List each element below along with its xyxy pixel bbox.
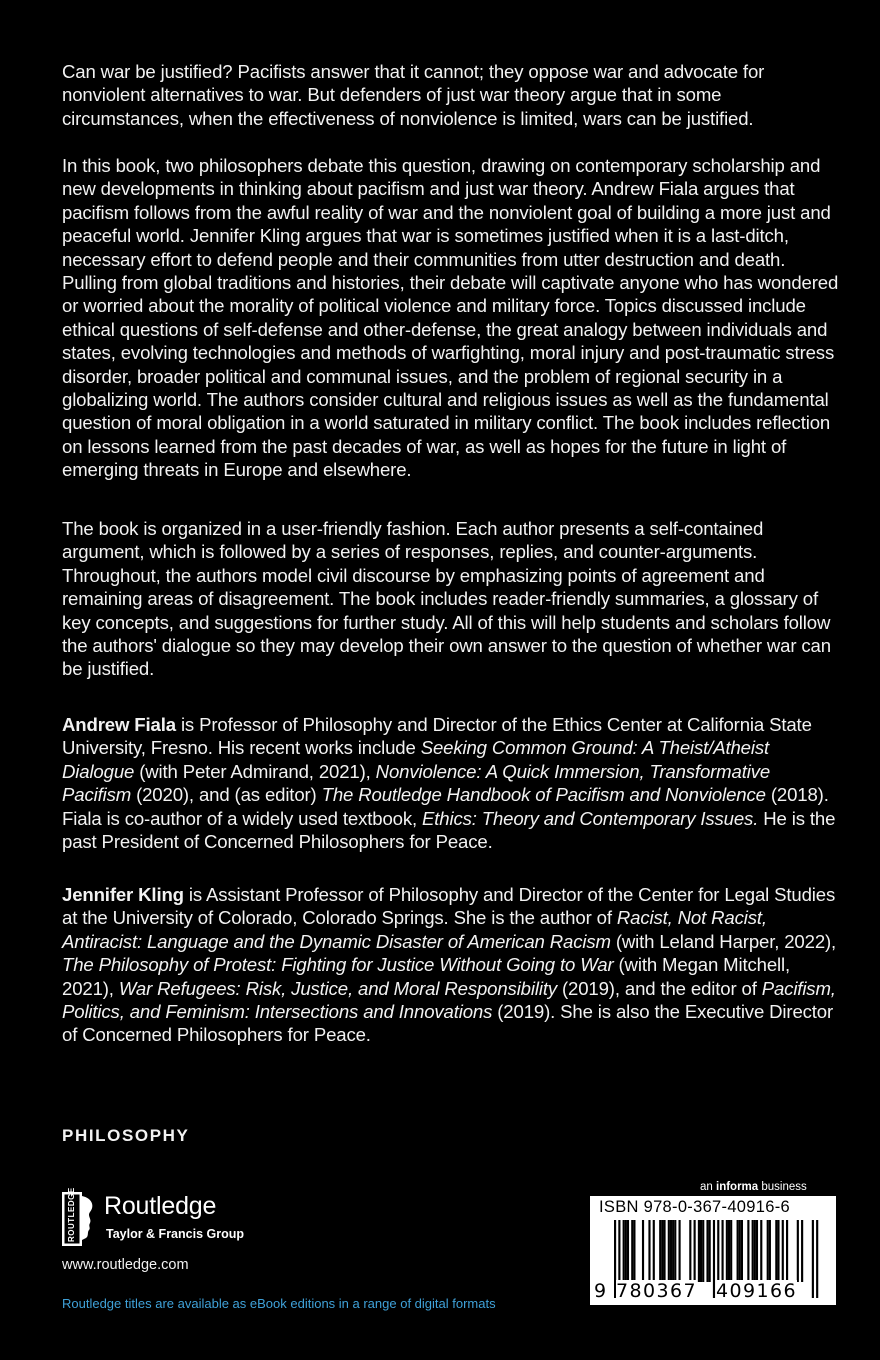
- informa-prefix: an: [700, 1181, 716, 1193]
- barcode-bar: [786, 1220, 788, 1282]
- barcode-bar: [661, 1220, 663, 1282]
- book-title: Pacifism, Politics, and Feminism: Intersections and Innovations: [62, 977, 836, 1023]
- book-title: The Routledge Handbook of Pacifism and Nonviolence: [321, 784, 766, 806]
- subject-category: PHILOSOPHY: [62, 1126, 190, 1145]
- barcode-bar: [653, 1220, 655, 1282]
- publisher-website: www.routledge.com: [62, 1257, 189, 1273]
- barcode-bar: [672, 1220, 674, 1282]
- informa-bold: informa: [716, 1181, 759, 1193]
- bio-text: (2018). Fiala is co-author of a widely used textbook,: [62, 784, 829, 829]
- bio-text: is Assistant Professor of Philosophy and Director of the Center for Legal Studies at the University of Colorado, Colorado Springs. She is the author of: [62, 884, 836, 929]
- bio-text: (2019), and the editor of: [556, 977, 762, 999]
- barcode-bar: [739, 1220, 741, 1282]
- bio-text: (with Leland Harper, 2022),: [610, 930, 837, 952]
- barcode-digits-left: 780367: [616, 1280, 697, 1302]
- author-bio-fiala: [62, 713, 840, 853]
- barcode-bar: [754, 1220, 756, 1282]
- barcode-bar: [812, 1220, 814, 1298]
- book-title: Nonviolence: A Quick Immersion, Transformative Pacifism: [62, 760, 771, 806]
- barcode-bar: [797, 1220, 799, 1282]
- barcode-bar: [756, 1220, 758, 1282]
- publisher-name: Routledge: [104, 1192, 217, 1220]
- barcode-bar: [760, 1220, 762, 1282]
- isbn-barcode: [590, 1196, 836, 1305]
- author-name: Andrew Fiala: [62, 714, 176, 735]
- barcode-bar: [777, 1220, 779, 1282]
- barcode-bar: [706, 1220, 708, 1282]
- author-bio-kling: [62, 883, 840, 1047]
- book-title: Seeking Common Ground: A Theist/Atheist Dialogue: [62, 737, 769, 782]
- publisher-group: Taylor & Francis Group: [106, 1227, 244, 1241]
- barcode-digits-right: 409166: [716, 1280, 797, 1302]
- barcode-digit-first: 9: [594, 1280, 608, 1302]
- barcode-bar: [775, 1220, 777, 1282]
- informa-business-tag: [700, 1181, 807, 1193]
- barcode-bar: [642, 1220, 644, 1282]
- blurb-paragraph-1: Can war be justified? Pacifists answer that it cannot; they oppose war and advocate for nonviolent alternatives to war. But defenders of just war theory argue that in some circumstances, when the effectiveness of nonviolence is limited, wars can be justified.: [62, 61, 765, 129]
- isbn-number: ISBN 978-0-367-40916-6: [599, 1198, 790, 1216]
- barcode-bar: [689, 1220, 691, 1282]
- ebook-note: Routledge titles are available as eBook editions in a range of digital formats: [62, 1296, 496, 1311]
- barcode-bar: [713, 1220, 715, 1298]
- barcode-bar: [816, 1220, 818, 1298]
- book-title: Ethics: Theory and Contemporary Issues.: [422, 807, 759, 829]
- barcode-bar: [801, 1220, 803, 1282]
- routledge-logo: [62, 1187, 262, 1250]
- barcode-bar: [728, 1220, 730, 1282]
- barcode-bar: [627, 1220, 629, 1282]
- barcode-bar: [702, 1220, 704, 1282]
- book-title: Racist, Not Racist, Antiracist: Language and the Dynamic Disaster of American Racism: [62, 907, 767, 952]
- barcode-bar: [625, 1220, 627, 1282]
- bio-text: (2019). She is also the Executive Director of Concerned Philosophers for Peace.: [62, 1001, 834, 1046]
- barcode-bar: [679, 1220, 681, 1282]
- barcode-bar: [726, 1220, 728, 1282]
- barcode-bar: [737, 1220, 739, 1282]
- barcode-bar: [674, 1220, 676, 1282]
- informa-suffix: business: [758, 1181, 807, 1193]
- barcode-bar: [769, 1220, 771, 1282]
- barcode-bar: [767, 1220, 769, 1282]
- barcode-bar: [623, 1220, 625, 1282]
- book-title: The Philosophy of Protest: Fighting for Justice Without Going to War: [62, 954, 614, 976]
- barcode-bar: [782, 1220, 784, 1282]
- book-title: War Refugees: Risk, Justice, and Moral Responsibility: [118, 977, 557, 999]
- barcode-bar: [663, 1220, 665, 1282]
- barcode-bar: [631, 1220, 633, 1282]
- barcode-bar: [633, 1220, 635, 1282]
- barcode-bar: [648, 1220, 650, 1282]
- barcode-bar: [730, 1220, 732, 1282]
- bio-text: (with Peter Admirand, 2021),: [134, 760, 376, 782]
- bio-text: (with Megan Mitchell, 2021),: [62, 954, 791, 999]
- bio-text: He is the past President of Concerned Philosophers for Peace.: [62, 807, 836, 853]
- barcode-bar: [700, 1220, 702, 1282]
- barcode-bar: [670, 1220, 672, 1282]
- barcode-bar: [694, 1220, 696, 1282]
- barcode-bar: [741, 1220, 743, 1282]
- routledge-vertical-mark: ROUTLEDGE: [67, 1187, 76, 1242]
- barcode-bar: [752, 1220, 754, 1282]
- barcode-bar: [709, 1220, 711, 1282]
- barcode-bar: [668, 1220, 670, 1282]
- blurb-paragraph-2: In this book, two philosophers debate this question, drawing on contemporary scholarship and new developments in thinking about pacifism and just war theory. Andrew Fiala argues that pacifism follows from the awful reality of war and the nonviolent goal of building a more just and peaceful world. Jennifer Kling argues that war is sometimes justified when it is a last-ditch, necessary effort to defend people and their communities from utter destruction and death. Pulling from global traditions and histories, their debate will captivate anyone who has wondered or worried about the morality of political violence and military force. Topics discussed include ethical questions of self-defense and other-defense, the great analogy between individuals and states, evolving technologies and methods of warfighting, moral injury and post-traumatic stress disorder, broader political and communal issues, and the problem of regional security in a globalizing world. The authors consider cultural and religious issues as well as the fundamental question of moral obligation in a world saturated in military conflict. The book includes reflection on lessons learned from the past decades of war, as well as hopes for the future in light of emerging threats in Europe and elsewhere.: [62, 155, 839, 481]
- barcode-bar: [722, 1220, 724, 1282]
- blurb-paragraph-3: The book is organized in a user-friendly fashion. Each author presents a self-contained argument, which is followed by a series of responses, replies, and counter-arguments. Throughout, the authors model civil discourse by emphasizing points of agreement and remaining areas of disagreement. The book includes reader-friendly summaries, a glossary of key concepts, and suggestions for further study. All of this will help students and scholars follow the authors' dialogue so they may develop their own answer to the question of whether war can be justified.: [62, 518, 831, 680]
- bio-text: is Professor of Philosophy and Director of the Ethics Center at California State University, Fresno. His recent works include: [62, 714, 812, 759]
- barcode-bar: [659, 1220, 661, 1282]
- barcode-bar: [698, 1220, 700, 1282]
- bio-text: (2020), and (as editor): [131, 784, 322, 806]
- author-name: Jennifer Kling: [62, 884, 184, 905]
- barcode-bar: [747, 1220, 749, 1282]
